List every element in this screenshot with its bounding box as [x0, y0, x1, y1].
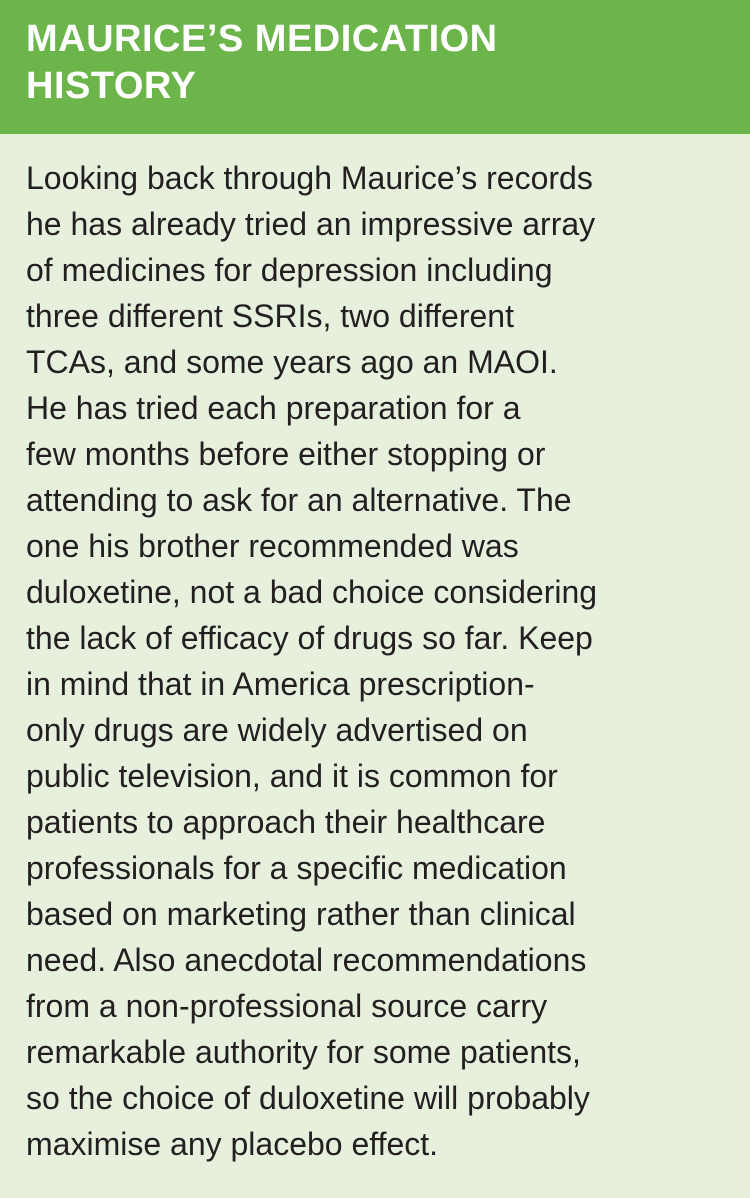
body-line: patients to approach their healthcare: [26, 804, 546, 840]
body-line: only drugs are widely advertised on: [26, 712, 528, 748]
body-line: He has tried each preparation for a: [26, 390, 521, 426]
body-line: in mind that in America prescription-: [26, 666, 535, 702]
body-line: attending to ask for an alternative. The: [26, 482, 572, 518]
body-line: duloxetine, not a bad choice considering: [26, 574, 598, 610]
body-line: professionals for a specific medication: [26, 850, 567, 886]
body-line: of medicines for depression including: [26, 252, 553, 288]
box-title: MAURICE’S MEDICATION HISTORY: [26, 18, 498, 107]
body-line: one his brother recommended was: [26, 528, 519, 564]
body-line: TCAs, and some years ago an MAOI.: [26, 344, 558, 380]
body-line: based on marketing rather than clinical: [26, 896, 576, 932]
body-line: public television, and it is common for: [26, 758, 558, 794]
body-line: maximise any placebo effect.: [26, 1126, 439, 1162]
body-line: Looking back through Maurice’s records: [26, 160, 593, 196]
body-line: the lack of efficacy of drugs so far. Keep: [26, 620, 593, 656]
body-line: three different SSRIs, two different: [26, 298, 514, 334]
body-line: need. Also anecdotal recommendations: [26, 942, 587, 978]
body-line: remarkable authority for some patients,: [26, 1034, 581, 1070]
body-line: so the choice of duloxetine will probably: [26, 1080, 590, 1116]
body-line: few months before either stopping or: [26, 436, 546, 472]
body-line: he has already tried an impressive array: [26, 206, 596, 242]
body-line: from a non-professional source carry: [26, 988, 548, 1024]
